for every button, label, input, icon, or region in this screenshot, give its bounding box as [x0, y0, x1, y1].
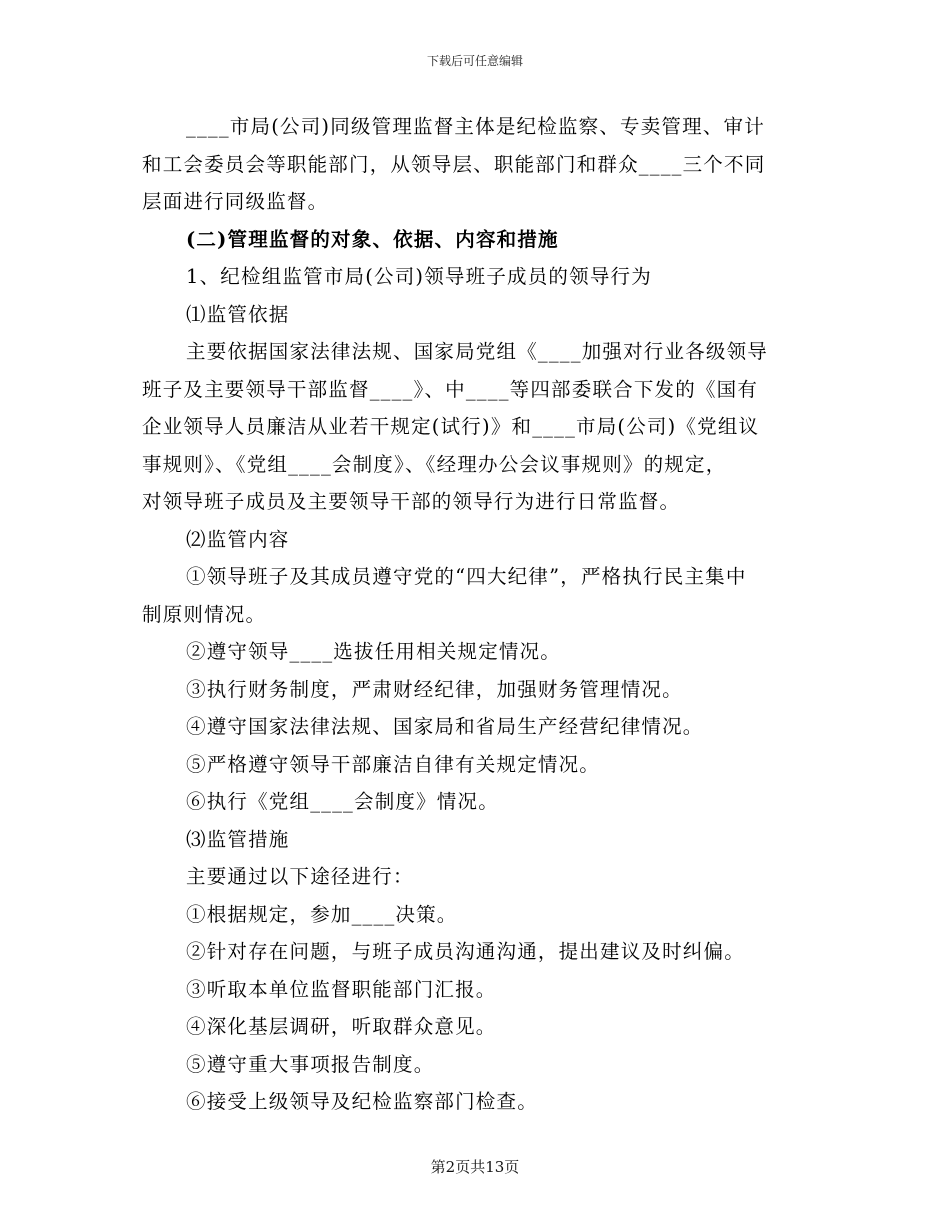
body-line: ③听取本单位监督职能部门汇报。	[186, 977, 497, 1001]
body-line: 主要依据国家法律法规、国家局党组《____加强对行业各级领导	[186, 340, 769, 363]
body-line: ⑤遵守重大事项报告制度。	[186, 1052, 435, 1076]
document-body	[142, 108, 808, 1121]
body-line: 层面进行同级监督。	[142, 190, 329, 213]
body-line: ____市局(公司)同级管理监督主体是纪检监察、专卖管理、审计	[186, 115, 765, 138]
body-line: 制原则情况。	[142, 602, 267, 626]
body-line: 1、纪检组监管市局(公司)领导班子成员的领导行为	[186, 265, 652, 288]
body-line: ④深化基层调研，听取群众意见。	[186, 1015, 497, 1038]
body-line: ⑵监管内容	[186, 527, 290, 551]
body-line: 班子及主要领导干部监督____》、中____等四部委联合下发的《国有	[142, 377, 759, 401]
body-line: ⑶监管措施	[186, 827, 290, 851]
body-line: 企业领导人员廉洁从业若干规定(试行)》和____市局(公司)《党组议	[142, 415, 760, 438]
body-line: ⑤严格遵守领导干部廉洁自律有关规定情况。	[186, 752, 601, 776]
section-heading: (二)管理监督的对象、依据、内容和措施	[186, 227, 559, 251]
body-line: ④遵守国家法律法规、国家局和省局生产经营纪律情况。	[186, 715, 704, 738]
body-line: 和工会委员会等职能部门，从领导层、职能部门和群众____三个不同	[142, 152, 766, 176]
body-line: 主要通过以下途径进行：	[186, 865, 414, 888]
body-line: ②针对存在问题，与班子成员沟通沟通，提出建议及时纠偏。	[186, 940, 745, 963]
body-line: ①根据规定，参加____决策。	[186, 902, 458, 926]
body-line: ⑥执行《党组____会制度》情况。	[186, 790, 499, 813]
body-line: ①领导班子及其成员遵守党的“四大纪律”，严格执行民主集中	[186, 565, 747, 588]
body-line: ⑥接受上级领导及纪检监察部门检查。	[186, 1090, 538, 1113]
page-header: 下载后可任意编辑	[426, 54, 523, 68]
body-line: ⑴监管依据	[186, 302, 290, 326]
body-line: 事规则》、《党组____会制度》、《经理办公会议事规则》的规定，	[142, 452, 727, 476]
body-line: ②遵守领导____选拔任用相关规定情况。	[186, 640, 562, 663]
body-line: 对领导班子成员及主要领导干部的领导行为进行日常监督。	[142, 490, 681, 513]
page-footer: 第2页共13页	[430, 1158, 520, 1176]
body-line: ③执行财务制度，严肃财经纪律，加强财务管理情况。	[186, 677, 683, 701]
